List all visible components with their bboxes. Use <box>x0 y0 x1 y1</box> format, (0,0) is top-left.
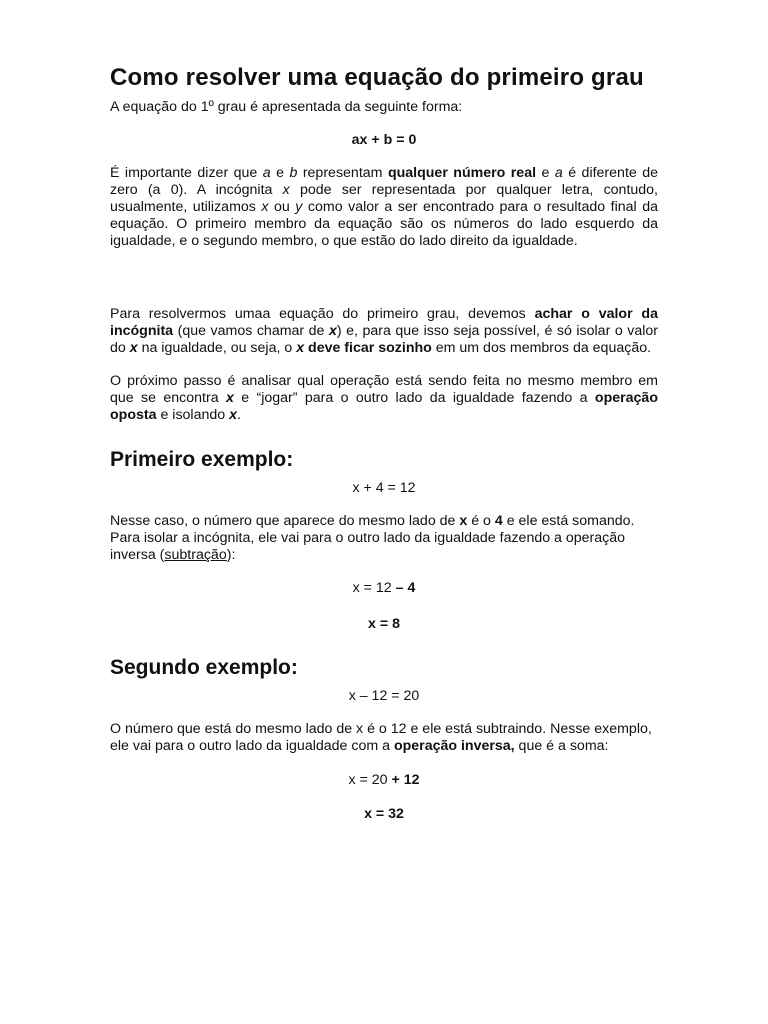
paragraph-next-step: O próximo passo é analisar qual operação está sendo feita no mesmo membro em que se encontra x e “jogar” para o outro lado da igualdade fazendo a operação oposta e isolando x. <box>110 373 658 423</box>
example-2-result: x = 32 <box>364 806 404 822</box>
document-content <box>110 64 658 823</box>
example-1-text: Nesse caso, o número que aparece do mesmo lado de x é o 4 e ele está somando. Para isolar a incógnita, ele vai para o outro lado da igualdade fazendo a operação inversa (subtração): <box>110 513 635 563</box>
example-2-text: O número que está do mesmo lado de x é o 12 e ele está subtraindo. Nesse exemplo, ele vai para o outro lado da igualdade com a operação inversa, que é a soma: <box>110 721 652 754</box>
paragraph-definition: É importante dizer que a e b representam qualquer número real e a é diferente de zero (a 0). A incógnita x pode ser representada por qualquer letra, contudo, usualmente, utilizamos x ou y como valor a ser encontrado para o resultado final da equação. O primeiro membro da equação são os números do lado esquerdo da igualdade, e o segundo membro, o que estão do lado direito da igualdade. <box>110 165 659 249</box>
general-formula: ax + b = 0 <box>351 132 417 148</box>
example-1-heading: Primeiro exemplo: <box>110 448 294 471</box>
example-2-step: x = 20 + 12 <box>348 772 420 788</box>
page-title: Como resolver uma equação do primeiro grau <box>110 64 644 91</box>
example-2-heading: Segundo exemplo: <box>110 656 298 679</box>
paragraph-method: Para resolvermos umaa equação do primeiro grau, devemos achar o valor da incógnita (que vamos chamar de x) e, para que isso seja possível, é só isolar o valor do x na igualdade, ou seja, o x deve ficar sozinho em um dos membros da equação. <box>110 306 658 356</box>
example-1-step: x = 12 – 4 <box>352 580 416 596</box>
example-1-result: x = 8 <box>368 616 400 632</box>
example-2-equation: x – 12 = 20 <box>348 688 420 704</box>
intro-text: A equação do 1º grau é apresentada da seguinte forma: <box>110 99 463 115</box>
example-1-equation: x + 4 = 12 <box>352 480 416 496</box>
